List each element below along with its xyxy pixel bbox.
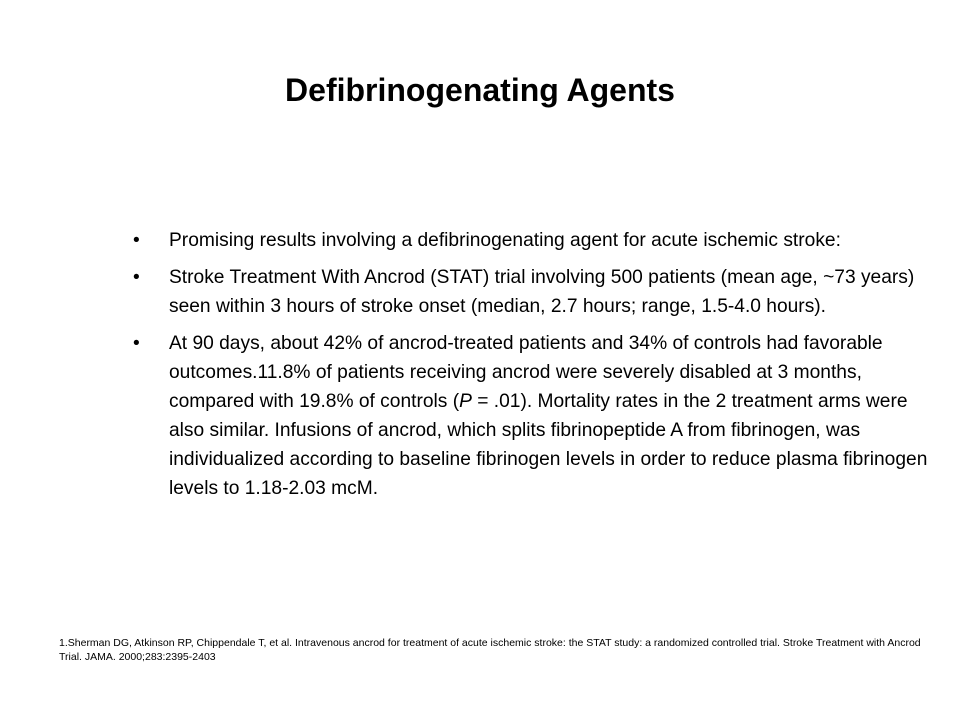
bullet-icon: •	[133, 267, 140, 288]
bullet-item-promising-results	[133, 226, 933, 255]
bullet-text: Promising results involving a defibrinogenating agent for acute ischemic stroke:	[169, 230, 841, 251]
bullet-text-end: = .01). Mortality rates in the 2 treatment arms were also similar. Infusions of ancrod, which splits fibrinopeptide A from fibrinogen, was individualized according to baseline fibrinogen levels in order to reduce plasma fibrinogen levels to 1.18-2.03 mcM.	[169, 391, 928, 499]
bullet-item-stat-trial	[133, 263, 933, 321]
bullet-list	[133, 226, 933, 511]
footnote-reference: 1.Sherman DG, Atkinson RP, Chippendale T, et al. Intravenous ancrod for treatment of acute ischemic stroke: the STAT study: a randomized controlled trial. Stroke Treatment with Ancrod Trial. JAMA. 2000;283:2395-2403	[59, 637, 921, 663]
bullet-text-start: At 90 days, about 42% of ancrod-treated patients and 34% of controls had favorable outcomes.11.8% of patients receiving ancrod were severely disabled at 3 months, compared with 19.8% of controls (	[169, 333, 883, 412]
bullet-item-outcomes	[133, 329, 933, 503]
bullet-icon: •	[133, 230, 140, 251]
slide-title: Defibrinogenating Agents	[285, 72, 675, 108]
bullet-icon: •	[133, 333, 140, 354]
p-value-symbol: P	[459, 391, 472, 412]
bullet-text: Stroke Treatment With Ancrod (STAT) trial involving 500 patients (mean age, ~73 years) seen within 3 hours of stroke onset (median, 2.7 hours; range, 1.5-4.0 hours).	[169, 267, 915, 317]
